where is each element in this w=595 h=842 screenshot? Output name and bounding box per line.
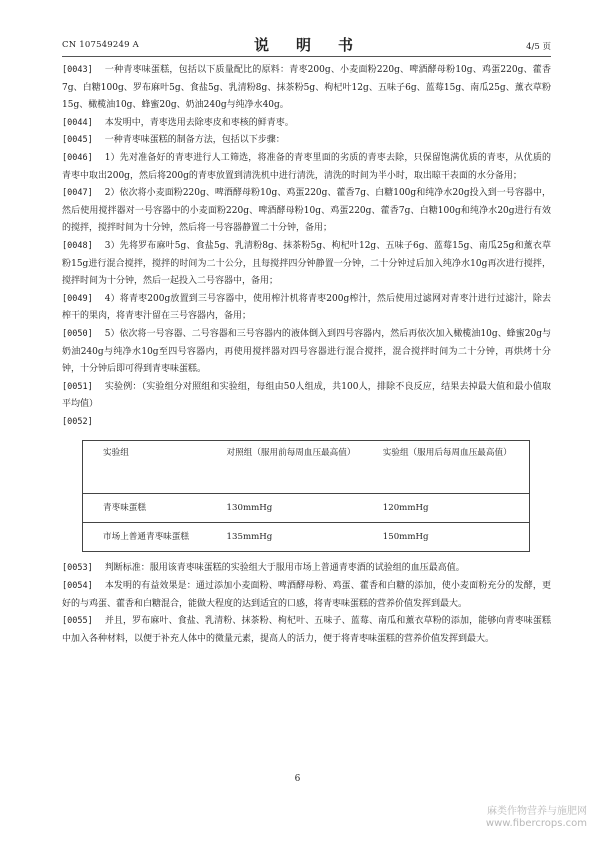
paragraph-number: [0045] bbox=[62, 135, 93, 146]
document-number: CN 107549249 A bbox=[62, 40, 139, 50]
header-rule bbox=[62, 56, 551, 57]
paragraph bbox=[62, 132, 551, 150]
paragraph bbox=[62, 613, 551, 648]
table-cell: 青枣味蛋糕 bbox=[83, 494, 217, 523]
paragraph bbox=[62, 560, 551, 578]
paragraph-number: [0052] bbox=[62, 416, 93, 427]
document-body bbox=[62, 62, 551, 648]
paragraph-number: [0044] bbox=[62, 117, 93, 128]
page-reference: 4/5 页 bbox=[526, 42, 551, 52]
paragraph-text: 2）依次将小麦面粉220g、啤酒酵母粉10g、鸡蛋220g、藿香7g、白糖100g和纯净水20g投入到一号容器中，然后使用搅拌器对一号容器中的小麦面粉220g、啤酒酵母粉10g、鸡蛋220g、藿香7g、白糖100g和纯净水20g进行有效的搅拌，搅拌时间为十分钟，然后将一号容器静置二十分钟，备用； bbox=[62, 188, 551, 234]
paragraph bbox=[62, 115, 551, 133]
paragraph-number: [0054] bbox=[62, 581, 93, 592]
experiment-table bbox=[82, 440, 530, 552]
document-title: 说 明 书 bbox=[253, 36, 359, 54]
paragraph-text: 一种青枣味蛋糕的制备方法，包括以下步骤： bbox=[104, 135, 285, 146]
paragraph-number: [0047] bbox=[62, 188, 93, 199]
paragraph bbox=[62, 185, 551, 238]
table-cell: 135mmHg bbox=[217, 523, 373, 552]
paragraph-text: 并且，罗布麻叶、食盐、乳清粉、抹茶粉、枸杞叶、五味子、蓝莓、南瓜和薰衣草粉的添加，能够向青枣味蛋糕中加入各种材料，以便于补充人体中的微量元素，提高人的活力，便于将青枣味蛋糕的营养价值发挥到最大。 bbox=[62, 616, 551, 644]
paragraph bbox=[62, 150, 551, 185]
table-row bbox=[83, 494, 530, 523]
paragraph-number: [0050] bbox=[62, 328, 93, 339]
paragraph bbox=[62, 238, 551, 291]
paragraph-number: [0051] bbox=[62, 381, 93, 392]
table-header-cell: 实验组 bbox=[83, 441, 217, 494]
paragraph-number: [0043] bbox=[62, 65, 93, 75]
page-header bbox=[62, 30, 551, 56]
paragraph-text: 实验例：（实验组分对照组和实验组，每组由50人组成，共100人，排除不良反应，结果去掉最大值和最小值取平均值） bbox=[62, 381, 551, 410]
table-cell: 150mmHg bbox=[373, 523, 530, 552]
paragraph-number: [0053] bbox=[62, 563, 93, 574]
table-cell: 120mmHg bbox=[373, 494, 530, 523]
table-cell: 市场上普通青枣味蛋糕 bbox=[83, 523, 217, 552]
watermark bbox=[486, 806, 587, 830]
table-cell: 130mmHg bbox=[217, 494, 373, 523]
table-header-row bbox=[83, 441, 530, 494]
watermark-url: www.fibercrops.com bbox=[485, 818, 587, 829]
paragraph-number: [0046] bbox=[62, 152, 93, 163]
paragraph-number: [0049] bbox=[62, 293, 93, 304]
paragraph-text: 一种青枣味蛋糕，包括以下质量配比的原料：青枣200g、小麦面粉220g、啤酒酵母粉10g、鸡蛋220g、藿香7g、白糖100g、罗布麻叶5g、食盐5g、乳清粉8g、抹茶粉5g、枸杞叶12g、五味子6g、蓝莓15g、南瓜25g、薰衣草粉15g、橄榄油10g、蜂蜜20g、奶油240g与纯净水40g。 bbox=[62, 65, 551, 111]
paragraph bbox=[62, 578, 551, 613]
paragraph-text: 本发明的有益效果是：通过添加小麦面粉、啤酒酵母粉、鸡蛋、藿香和白糖的添加，使小麦面粉充分的发酵，更好的与鸡蛋、藿香和白糖混合，能做大程度的达到适宜的口感，将青枣味蛋糕的营养价值发挥到最大。 bbox=[62, 581, 551, 609]
paragraph bbox=[62, 326, 551, 379]
paragraph-text: 5）依次将一号容器、二号容器和三号容器内的液体倒入到四号容器内，然后再依次加入橄榄油10g、蜂蜜20g与奶油240g与纯净水10g至四号容器内，再使用搅拌器对四号容器进行混合搅拌，混合搅拌时间为二十分钟，再烘烤十分钟，十分钟后即可得到青枣味蛋糕。 bbox=[62, 328, 551, 375]
paragraph bbox=[62, 62, 551, 115]
paragraph-text: 1）先对准备好的青枣进行人工筛选，将准备的青枣里面的劣质的青枣去除，只保留饱满优质的青枣，从优质的青枣中取出200g，然后将200g的青枣放置到清洗机中进行清洗，清洗的时间为半小时，取出晾干表面的水分备用； bbox=[62, 152, 551, 181]
page-number: 6 bbox=[294, 774, 301, 784]
paragraph-text: 判断标准：服用该青枣味蛋糕的实验组大于服用市场上普通青枣酒的试验组的血压最高值。 bbox=[104, 563, 465, 574]
paragraph-number: [0055] bbox=[62, 616, 93, 627]
watermark-title: 麻类作物营养与施肥网 bbox=[487, 806, 587, 817]
paragraph bbox=[62, 291, 551, 326]
table-header-cell: 对照组（服用前每周血压最高值） bbox=[217, 441, 373, 494]
paragraph bbox=[62, 414, 551, 432]
table-header-cell: 实验组（服用后每周血压最高值） bbox=[373, 441, 530, 494]
paragraph-text: 3）先将罗布麻叶5g、食盐5g、乳清粉8g、抹茶粉5g、枸杞叶12g、五味子6g、蓝莓15g、南瓜25g和薰衣草粉15g进行混合搅拌，搅拌的时间为二十公分，且每搅拌四分钟静置一分钟，二十分钟过后加入纯净水10g再次进行搅拌，搅拌时间为十分钟，然后一起投入二号容器中，备用； bbox=[62, 240, 551, 287]
paragraph-number: [0048] bbox=[62, 240, 93, 251]
table-row bbox=[83, 523, 530, 552]
paragraph bbox=[62, 379, 551, 414]
paragraph-text: 本发明中，青枣选用去除枣皮和枣核的鲜青枣。 bbox=[104, 117, 294, 128]
paragraph-text: 4）将青枣200g放置到三号容器中，使用榨汁机将青枣200g榨汁，然后使用过滤网对青枣汁进行过滤汁，除去榨干的果肉，将青枣汁留在三号容器内，备用； bbox=[62, 293, 551, 322]
